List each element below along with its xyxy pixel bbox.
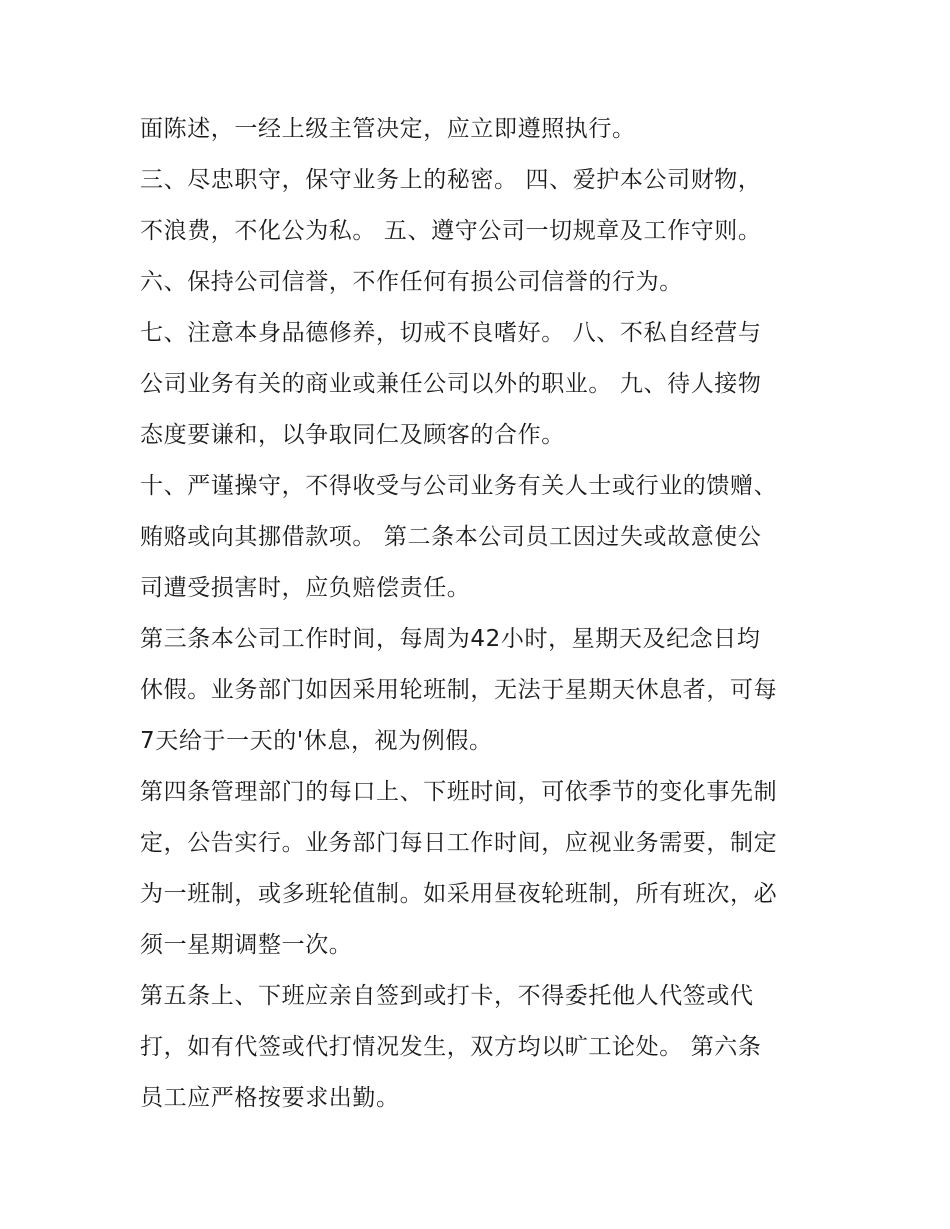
text-line: 七、注意本身品德修养，切戒不良嗜好。 八、不私自经营与 <box>140 320 762 346</box>
text-line: 三、尽忠职守，保守业务上的秘密。 四、爱护本公司财物， <box>140 167 762 193</box>
text-line: 十、严谨操守，不得收受与公司业务有关人士或行业的馈赠、 <box>140 473 778 499</box>
text-line: 司遭受损害时，应负赔偿责任。 <box>140 575 471 601</box>
document-body <box>140 106 820 1126</box>
text-line: 贿赂或向其挪借款项。 第二条本公司员工因过失或故意使公 <box>140 524 762 550</box>
text-line: 打，如有代签或代打情况发生，双方均以旷工论处。 第六条 <box>140 1034 762 1060</box>
text-line: 第三条本公司工作时间，每周为42小时，星期天及纪念日均 <box>140 626 761 652</box>
text-line: 须一星期调整一次。 <box>140 932 353 958</box>
text-line: 公司业务有关的商业或兼任公司以外的职业。 九、待人接物 <box>140 371 762 397</box>
text-line: 不浪费，不化公为私。 五、遵守公司一切规章及工作守则。 <box>140 218 762 244</box>
text-line: 态度要谦和，以争取同仁及顾客的合作。 <box>140 422 565 448</box>
text-line: 定，公告实行。业务部门每日工作时间，应视业务需要，制定 <box>140 830 778 856</box>
text-line: 面陈述，一经上级主管决定，应立即遵照执行。 <box>140 116 636 142</box>
text-line: 为一班制，或多班轮值制。如采用昼夜轮班制，所有班次，必 <box>140 881 778 907</box>
text-line: 7天给于一天的'休息，视为例假。 <box>140 728 493 754</box>
text-line: 员工应严格按要求出勤。 <box>140 1085 400 1111</box>
text-line: 休假。业务部门如因采用轮班制，无法于星期天休息者，可每 <box>140 677 778 703</box>
text-line: 第五条上、下班应亲自签到或打卡，不得委托他人代签或代 <box>140 983 754 1009</box>
text-line: 六、保持公司信誉，不作任何有损公司信誉的行为。 <box>140 269 683 295</box>
text-line: 第四条管理部门的每口上、下班时间，可依季节的变化事先制 <box>140 779 778 805</box>
